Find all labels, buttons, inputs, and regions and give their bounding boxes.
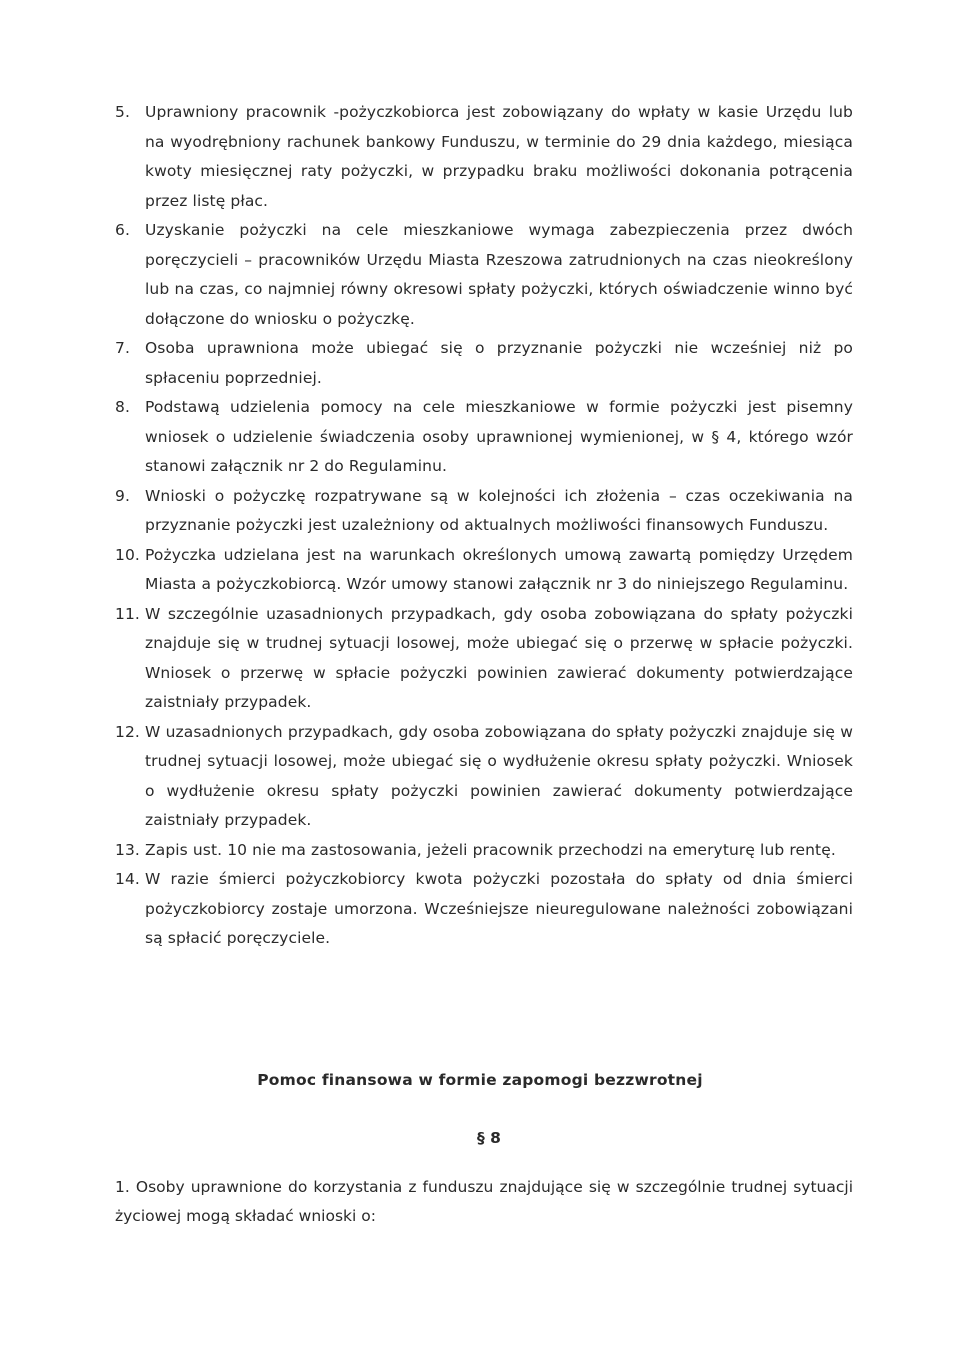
closing-paragraph: 1. Osoby uprawnione do korzystania z funduszu znajdujące się w szczególnie trudnej sytuacji życiowej mogą składać wnioski o: (115, 1177, 853, 1225)
regulation-list (115, 98, 853, 954)
item-number: 8. (115, 398, 130, 416)
item-number: 13. (115, 840, 140, 859)
list-item-10 (115, 541, 853, 600)
item-text: W uzasadnionych przypadkach, gdy osoba zobowiązana do spłaty pożyczki znajduje się w trudnej sytuacji losowej, może ubiegać się o wydłużenie okresu spłaty pożyczki. Wniosek o wydłużenie okresu spłaty pożyczki powinien zawierać dokumenty potwierdzające zaistniały przypadek. (145, 722, 853, 829)
item-number: 11. (115, 604, 140, 623)
list-item-14 (115, 865, 853, 954)
item-text: W szczególnie uzasadnionych przypadkach, gdy osoba zobowiązana do spłaty pożyczki znajduje się w trudnej sytuacji losowej, może ubiegać się o przerwę w spłacie pożyczki. Wniosek o przerwę w spłacie pożyczki powinien zawierać dokumenty potwierdzające zaistniały przypadek. (145, 604, 853, 711)
list-item-7 (115, 334, 853, 393)
list-item-5 (115, 98, 853, 216)
item-text: Pożyczka udzielana jest na warunkach określonych umową zawartą pomiędzy Urzędem Miasta a pożyczkobiorcą. Wzór umowy stanowi załącznik nr 3 do niniejszego Regulaminu. (145, 545, 853, 593)
item-number: 9. (115, 486, 130, 505)
item-text: W razie śmierci pożyczkobiorcy kwota pożyczki pozostała do spłaty od dnia śmierci pożyczkobiorcy zostaje umorzona. Wcześniejsze nieuregulowane należności zobowiązani są spłacić poręczyciele. (145, 870, 853, 947)
item-text: Uprawniony pracownik -pożyczkobiorca jest zobowiązany do wpłaty w kasie Urzędu lub na wyodrębniony rachunek bankowy Funduszu, w terminie do 29 dnia każdego, miesiąca kwoty miesięcznej raty pożyczki, w przypadku braku możliwości dokonania potrącenia przez listę płac. (145, 103, 853, 210)
item-text: Wnioski o pożyczkę rozpatrywane są w kolejności ich złożenia – czas oczekiwania na przyznanie pożyczki jest uzależniony od aktualnych możliwości finansowych Funduszu. (145, 486, 853, 534)
item-number: 7. (115, 339, 130, 357)
list-item-8 (115, 393, 853, 482)
item-number: 14. (115, 870, 140, 888)
list-item-9 (115, 482, 853, 541)
list-item-12 (115, 718, 853, 836)
item-number: 6. (115, 221, 130, 239)
list-item-13 (115, 836, 853, 866)
item-number: 12. (115, 722, 140, 741)
item-number: 5. (115, 103, 130, 121)
item-number: 10. (115, 545, 140, 564)
item-text: Zapis ust. 10 nie ma zastosowania, jeżeli pracownik przechodzi na emeryturę lub rentę. (145, 840, 836, 859)
list-item-11 (115, 600, 853, 718)
list-item-6 (115, 216, 853, 334)
item-text: Osoba uprawniona może ubiegać się o przyznanie pożyczki nie wcześniej niż po spłaceniu poprzedniej. (145, 339, 853, 387)
paragraph-section-mark: § 8 (477, 1129, 501, 1147)
section-heading: Pomoc finansowa w formie zapomogi bezzwrotnej (257, 1071, 703, 1089)
item-text: Podstawą udzielenia pomocy na cele mieszkaniowe w formie pożyczki jest pisemny wniosek o udzielenie świadczenia osoby uprawnionej wymienionej, w § 4, którego wzór stanowi załącznik nr 2 do Regulaminu. (145, 398, 853, 475)
item-text: Uzyskanie pożyczki na cele mieszkaniowe wymaga zabezpieczenia przez dwóch poręczycieli – pracowników Urzędu Miasta Rzeszowa zatrudnionych na czas nieokreślony lub na czas, co najmniej równy okresowi spłaty pożyczki, których oświadczenie winno być dołączone do wniosku o pożyczkę. (145, 221, 853, 328)
